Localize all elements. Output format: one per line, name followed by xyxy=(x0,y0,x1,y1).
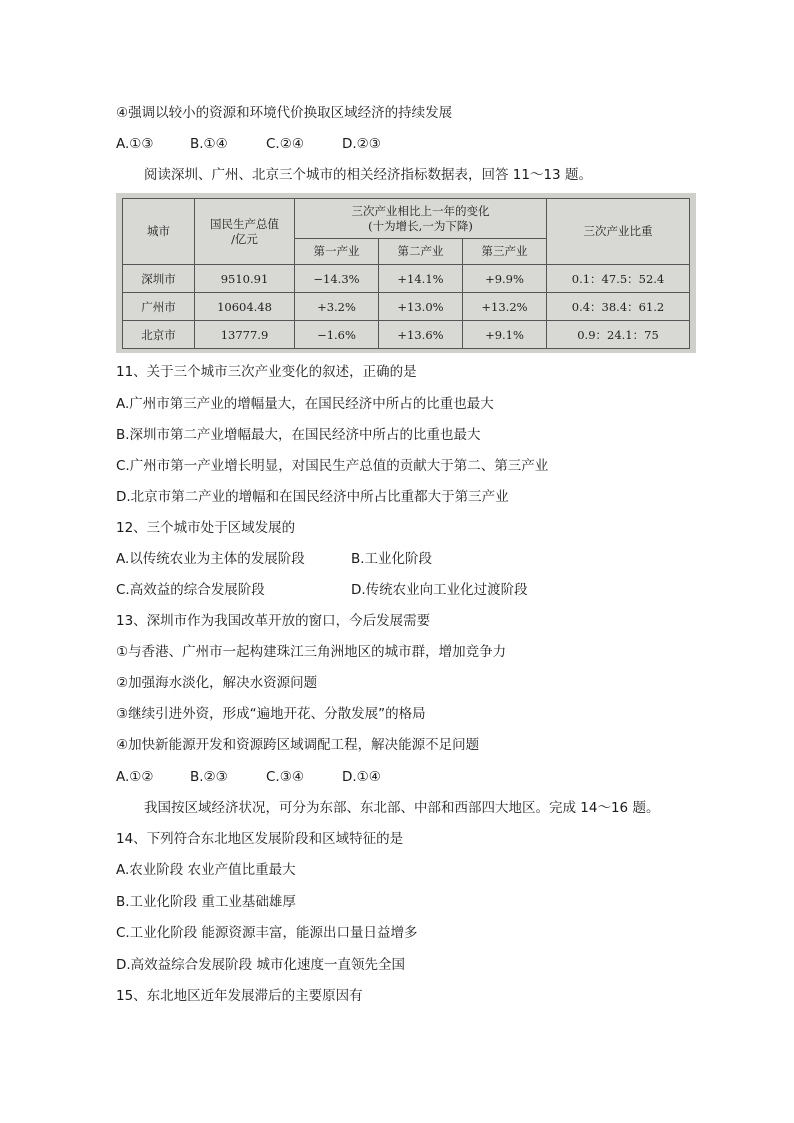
cell-secondary: +14.1% xyxy=(379,265,463,293)
header-city: 城市 xyxy=(123,199,195,265)
option-a: A.①② xyxy=(116,769,154,785)
cell-city: 广州市 xyxy=(123,293,195,321)
cell-gdp: 9510.91 xyxy=(195,265,295,293)
q11-option-c: C.广州市第一产业增长明显，对国民生产总值的贡献大于第二、第三产业 xyxy=(116,458,549,474)
q12-option-c: C.高效益的综合发展阶段 xyxy=(116,582,265,598)
data-table-photo xyxy=(116,193,696,353)
q11-option-b: B.深圳市第二产业增幅最大，在国民经济中所占的比重也最大 xyxy=(116,427,481,443)
cell-gdp: 13777.9 xyxy=(195,321,295,349)
q14-option-b: B.工业化阶段 重工业基础雄厚 xyxy=(116,894,296,910)
cell-city: 深圳市 xyxy=(123,265,195,293)
q15-stem: 15、东北地区近年发展滞后的主要原因有 xyxy=(116,988,363,1004)
option-d: D.①④ xyxy=(342,769,381,785)
cell-secondary: +13.6% xyxy=(379,321,463,349)
q10-item-4: ④强调以较小的资源和环境代价换取区域经济的持续发展 xyxy=(116,105,453,121)
q12-option-b: B.工业化阶段 xyxy=(351,551,433,567)
intro-11-13: 阅读深圳、广州、北京三个城市的相关经济指标数据表，回答 11～13 题。 xyxy=(144,167,592,183)
header-change: 三次产业相比上一年的变化 (十为增长,一为下降) xyxy=(295,199,547,239)
q14-option-a: A.农业阶段 农业产值比重最大 xyxy=(116,862,296,878)
q11-option-a: A.广州市第三产业的增幅量大，在国民经济中所占的比重也最大 xyxy=(116,396,494,412)
option-c: C.③④ xyxy=(266,769,304,785)
cell-primary: −14.3% xyxy=(295,265,379,293)
q11-stem: 11、关于三个城市三次产业变化的叙述，正确的是 xyxy=(116,364,417,380)
q11-option-d: D.北京市第二产业的增幅和在国民经济中所占比重都大于第三产业 xyxy=(116,489,509,505)
cell-tertiary: +13.2% xyxy=(463,293,547,321)
cell-ratio: 0.4：38.4：61.2 xyxy=(547,293,690,321)
header-secondary: 第二产业 xyxy=(379,239,463,265)
q13-item-2: ②加强海水淡化，解决水资源问题 xyxy=(116,675,318,691)
table-row xyxy=(123,321,690,349)
cell-ratio: 0.1：47.5：52.4 xyxy=(547,265,690,293)
economic-indicators-table xyxy=(122,198,690,349)
q12-stem: 12、三个城市处于区域发展的 xyxy=(116,520,296,536)
header-primary: 第一产业 xyxy=(295,239,379,265)
cell-primary: +3.2% xyxy=(295,293,379,321)
cell-ratio: 0.9：24.1：75 xyxy=(547,321,690,349)
header-ratio: 三次产业比重 xyxy=(547,199,690,265)
table-row xyxy=(123,265,690,293)
q13-options xyxy=(116,767,381,787)
q12-options-row1 xyxy=(116,549,432,569)
cell-secondary: +13.0% xyxy=(379,293,463,321)
q14-stem: 14、下列符合东北地区发展阶段和区域特征的是 xyxy=(116,831,404,847)
table-row xyxy=(123,293,690,321)
header-gdp: 国民生产总值 /亿元 xyxy=(195,199,295,265)
option-d: D.②③ xyxy=(342,136,381,152)
q13-item-1: ①与香港、广州市一起构建珠江三角洲地区的城市群，增加竞争力 xyxy=(116,644,507,660)
cell-tertiary: +9.1% xyxy=(463,321,547,349)
header-tertiary: 第三产业 xyxy=(463,239,547,265)
cell-tertiary: +9.9% xyxy=(463,265,547,293)
q13-stem: 13、深圳市作为我国改革开放的窗口，今后发展需要 xyxy=(116,613,431,629)
option-a: A.①③ xyxy=(116,136,154,152)
option-c: C.②④ xyxy=(266,136,304,152)
option-b: B.①④ xyxy=(190,136,228,152)
cell-primary: −1.6% xyxy=(295,321,379,349)
q10-options xyxy=(116,134,381,154)
q12-option-a: A.以传统农业为主体的发展阶段 xyxy=(116,551,305,567)
option-b: B.②③ xyxy=(190,769,228,785)
q12-options-row2 xyxy=(116,580,528,600)
q14-option-d: D.高效益综合发展阶段 城市化速度一直领先全国 xyxy=(116,957,405,973)
q12-option-d: D.传统农业向工业化过渡阶段 xyxy=(351,582,528,598)
q13-item-3: ③继续引进外资，形成“遍地开花、分散发展”的格局 xyxy=(116,706,426,722)
q14-option-c: C.工业化阶段 能源资源丰富，能源出口量日益增多 xyxy=(116,925,418,941)
intro-14-16: 我国按区域经济状况，可分为东部、东北部、中部和西部四大地区。完成 14～16 题。 xyxy=(144,800,660,816)
cell-city: 北京市 xyxy=(123,321,195,349)
cell-gdp: 10604.48 xyxy=(195,293,295,321)
q13-item-4: ④加快新能源开发和资源跨区域调配工程，解决能源不足问题 xyxy=(116,737,480,753)
